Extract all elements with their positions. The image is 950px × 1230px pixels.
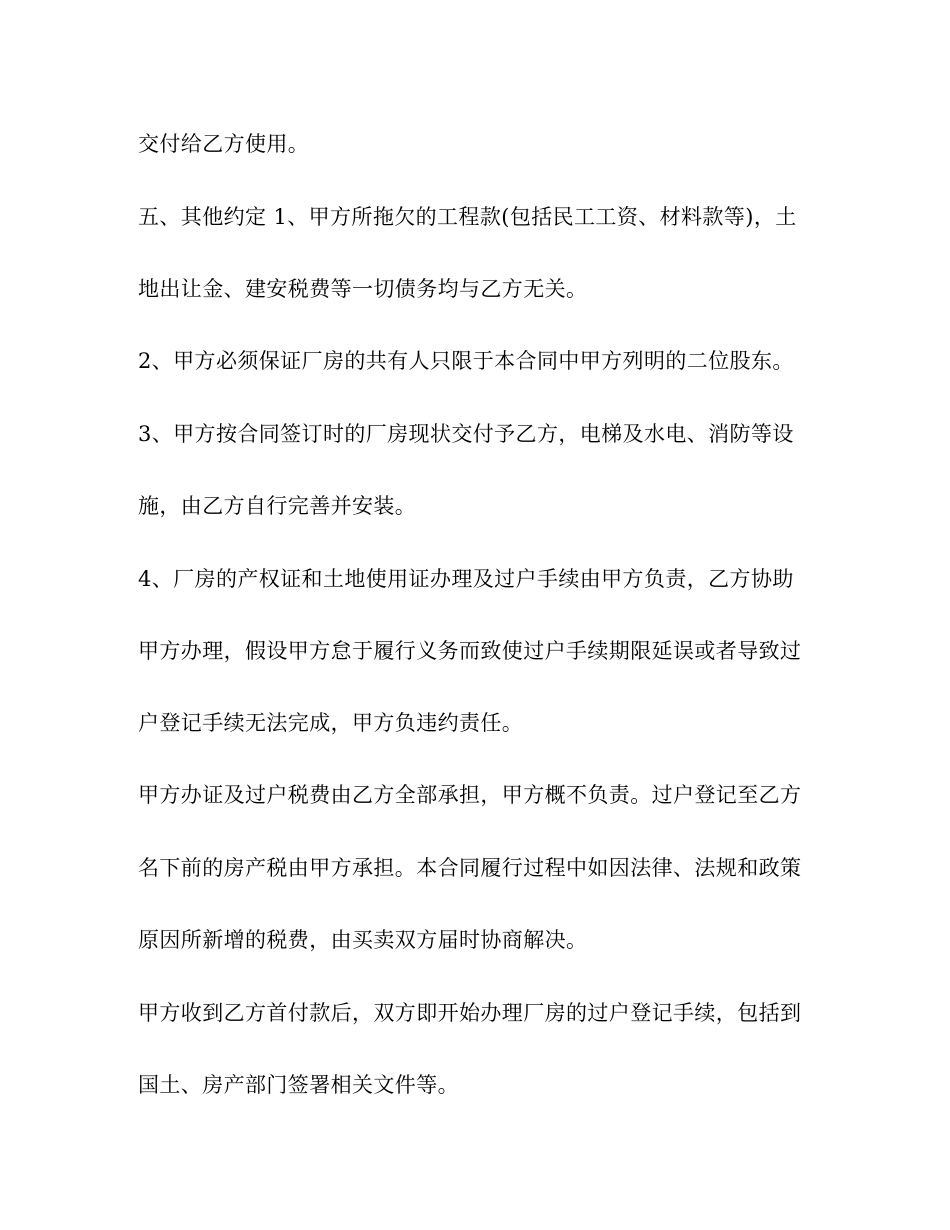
text-line: 甲方收到乙方首付款后，双方即开始办理厂房的过户登记手续，包括到	[138, 1001, 802, 1025]
text-line: 3、甲方按合同签订时的厂房现状交付予乙方，电梯及水电、消防等设	[138, 422, 794, 446]
text-line: 户登记手续无法完成，甲方负违约责任。	[138, 711, 524, 735]
text-line: 名下前的房产税由甲方承担。本合同履行过程中如因法律、法规和政策	[138, 856, 802, 880]
text-line: 国土、房产部门签署相关文件等。	[138, 1073, 459, 1097]
text-line: 甲方办证及过户税费由乙方全部承担，甲方概不负责。过户登记至乙方	[138, 783, 802, 807]
text-line: 五、其他约定 1、甲方所拖欠的工程款(包括民工工资、材料款等)，土	[138, 205, 797, 229]
text-line: 4、厂房的产权证和土地使用证办理及过户手续由甲方负责，乙方协助	[138, 567, 794, 591]
text-line: 甲方办理，假设甲方怠于履行义务而致使过户手续期限延误或者导致过	[138, 639, 802, 663]
text-line: 施，由乙方自行完善并安装。	[138, 494, 417, 518]
text-line: 2、甲方必须保证厂房的共有人只限于本合同中甲方列明的二位股东。	[138, 349, 794, 373]
text-line: 地出让金、建安税费等一切债务均与乙方无关。	[138, 277, 588, 301]
text-line: 原因所新增的税费，由买卖双方届时协商解决。	[138, 928, 588, 952]
text-line: 交付给乙方使用。	[138, 132, 310, 156]
